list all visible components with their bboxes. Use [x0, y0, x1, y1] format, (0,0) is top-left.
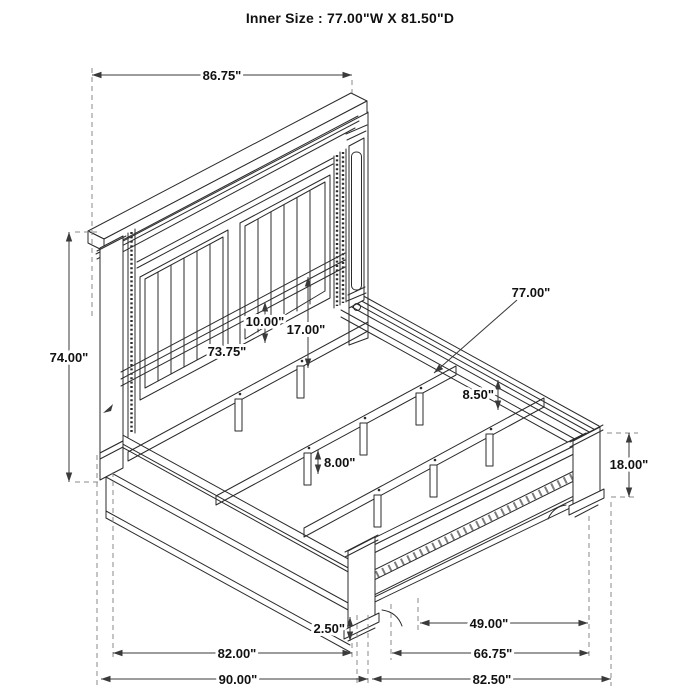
dim-label-10-00: 10.00" — [245, 314, 285, 329]
dim-label-8-50: 8.50" — [462, 387, 494, 402]
footboard — [344, 425, 604, 641]
dim-leg-height — [318, 450, 355, 474]
dim-label-82-00: 82.00" — [217, 646, 257, 661]
dim-inner-width — [434, 285, 550, 373]
dim-label-49-00: 49.00" — [469, 616, 509, 631]
dim-label-90-00: 90.00" — [218, 672, 258, 687]
dim-label-74-00: 74.00" — [49, 350, 89, 365]
dim-overall-width — [372, 672, 611, 687]
dim-label-17-00: 17.00" — [286, 322, 326, 337]
dim-footboard-height — [610, 433, 649, 497]
dim-label-2-50: 2.50" — [313, 621, 345, 636]
right-side-rail — [341, 293, 599, 450]
dim-label-66-75: 66.75" — [473, 646, 513, 661]
dim-footboard-inner-span — [420, 616, 588, 631]
dim-label-18-00: 18.00" — [609, 457, 649, 472]
dim-slat-length — [208, 344, 247, 359]
dim-label-77-00: 77.00" — [511, 285, 551, 300]
left-side-rail — [106, 427, 352, 652]
bracket-left — [382, 610, 402, 626]
diagram-title: Inner Size : 77.00"W X 81.50"D — [245, 10, 455, 26]
dim-headboard-width — [92, 68, 352, 83]
dim-panel-gap — [246, 302, 285, 343]
headboard — [88, 93, 368, 480]
dim-label-86-75: 86.75" — [202, 68, 242, 83]
dim-headboard-height — [50, 232, 89, 482]
dim-rail-span — [113, 646, 352, 661]
dim-footboard-leg-span — [392, 646, 589, 661]
dim-overall-depth — [101, 672, 368, 687]
dim-label-82-50: 82.50" — [472, 672, 512, 687]
dim-label-8-00: 8.00" — [324, 455, 356, 470]
dim-label-73-75: 73.75" — [207, 344, 247, 359]
